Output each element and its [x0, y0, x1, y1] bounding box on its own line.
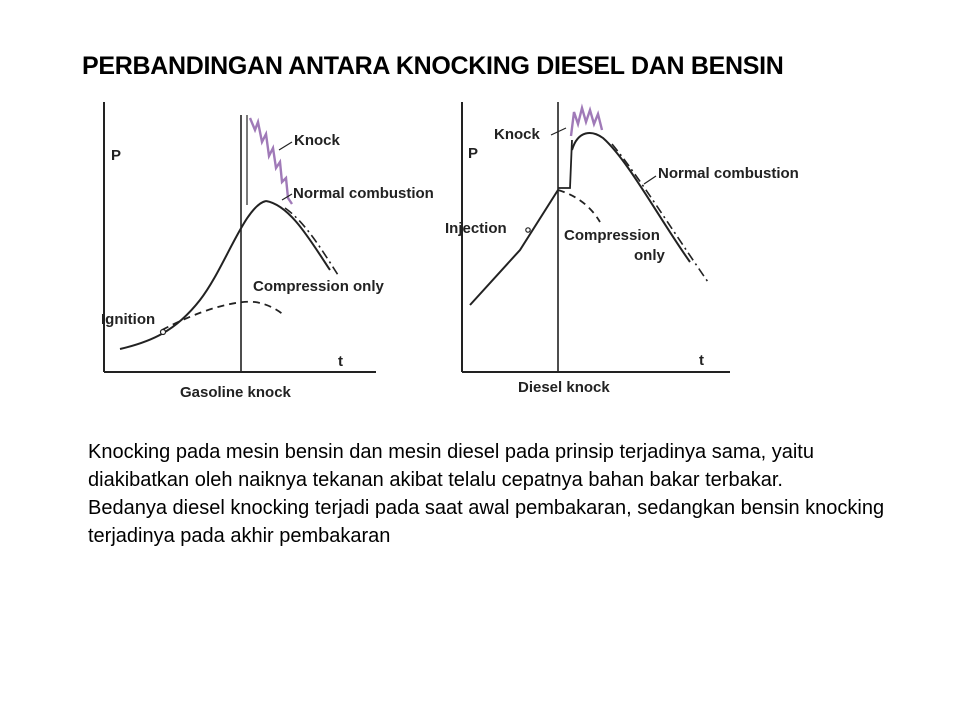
diesel-normal-combustion-label: Normal combustion: [658, 165, 799, 182]
gasoline-normal-combustion-curve: [266, 201, 330, 270]
gasoline-knock-pointer: [279, 142, 292, 150]
gasoline-compression-only-curve: [162, 302, 285, 330]
diesel-y-axis-label: P: [468, 145, 479, 162]
explanation-text: [88, 438, 908, 550]
gasoline-y-axis-label: P: [111, 147, 122, 164]
diesel-knock-trace: [571, 108, 602, 136]
page-title: PERBANDINGAN ANTARA KNOCKING DIESEL DAN BENSIN: [82, 52, 784, 80]
explanation-paragraph-2: Bedanya diesel knocking terjadi pada saat awal pembakaran, sedangkan bensin knocking terjadinya pada akhir pembakaran: [88, 497, 885, 547]
diesel-knock-caption: Diesel knock: [518, 379, 610, 396]
diesel-knock-rise: [558, 140, 572, 188]
diesel-injection-point: [526, 228, 530, 232]
diesel-knock-diagram: [445, 102, 799, 396]
gasoline-knock-trace: [250, 118, 292, 204]
gasoline-ignition-point: [161, 330, 166, 335]
gasoline-compression-only-label: Compression only: [253, 278, 384, 295]
gasoline-knock-diagram: [101, 102, 434, 401]
explanation-paragraph-1: Knocking pada mesin bensin dan mesin diesel pada prinsip terjadinya sama, yaitu diakibatkan oleh naiknya tekanan akibat telalu cepatnya bahan bakar terbakar.: [88, 441, 814, 491]
diesel-compression-only-curve: [558, 190, 600, 222]
gasoline-normal-combustion-label: Normal combustion: [293, 185, 434, 202]
diesel-x-axis-label: t: [699, 352, 704, 369]
diesel-knock-label: Knock: [494, 126, 540, 143]
gasoline-x-axis-label: t: [338, 353, 343, 370]
diesel-compression-label-line2: only: [634, 247, 665, 264]
diesel-injection-label: Injection: [445, 220, 507, 237]
gasoline-knock-caption: Gasoline knock: [180, 384, 291, 401]
diesel-normal-pointer: [644, 176, 656, 184]
gasoline-knock-label: Knock: [294, 132, 340, 149]
diesel-compression-label-line1: Compression: [564, 227, 660, 244]
gasoline-ignition-label: Ignition: [101, 311, 156, 328]
diesel-compression-curve: [470, 190, 558, 305]
